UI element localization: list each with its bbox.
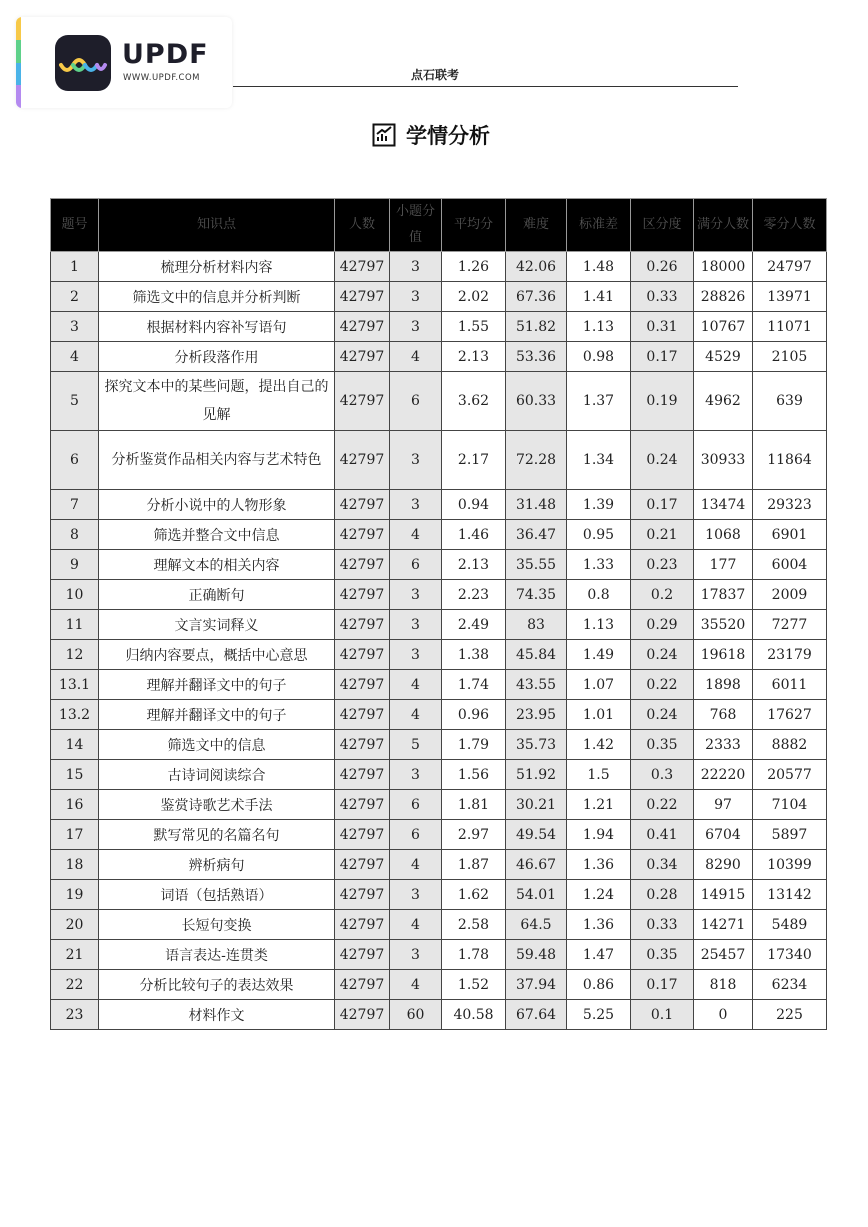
table-cell: 1.52 — [442, 970, 506, 1000]
table-cell: 16 — [51, 790, 99, 820]
header-divider — [233, 86, 738, 87]
table-row — [51, 520, 827, 550]
table-cell: 46.67 — [506, 850, 567, 880]
table-cell: 0.35 — [631, 730, 694, 760]
table-cell: 长短句变换 — [99, 910, 335, 940]
header-cell: 平均分 — [442, 199, 506, 252]
table-cell: 42797 — [335, 850, 390, 880]
table-cell: 筛选并整合文中信息 — [99, 520, 335, 550]
table-cell: 67.64 — [506, 1000, 567, 1030]
table-cell: 72.28 — [506, 431, 567, 490]
table-cell: 0.2 — [631, 580, 694, 610]
header-cell: 标准差 — [567, 199, 631, 252]
updf-logo-icon — [55, 35, 111, 91]
table-row — [51, 790, 827, 820]
table-cell: 29323 — [753, 490, 827, 520]
table-cell: 1.46 — [442, 520, 506, 550]
table-cell: 语言表达-连贯类 — [99, 940, 335, 970]
header-cell: 满分人数 — [694, 199, 753, 252]
table-cell: 3 — [390, 580, 442, 610]
analysis-table — [50, 198, 827, 1030]
table-cell: 42797 — [335, 610, 390, 640]
table-row — [51, 970, 827, 1000]
table-cell: 1.24 — [567, 880, 631, 910]
table-cell: 42797 — [335, 490, 390, 520]
table-cell: 1.41 — [567, 282, 631, 312]
table-cell: 42797 — [335, 670, 390, 700]
table-row — [51, 610, 827, 640]
table-row — [51, 640, 827, 670]
table-cell: 17 — [51, 820, 99, 850]
table-cell: 42797 — [335, 970, 390, 1000]
table-cell: 53.36 — [506, 342, 567, 372]
table-cell: 6 — [390, 790, 442, 820]
table-cell: 1.21 — [567, 790, 631, 820]
table-cell: 鉴赏诗歌艺术手法 — [99, 790, 335, 820]
table-cell: 1.94 — [567, 820, 631, 850]
table-cell: 13.2 — [51, 700, 99, 730]
table-cell: 59.48 — [506, 940, 567, 970]
table-cell: 768 — [694, 700, 753, 730]
table-cell: 8882 — [753, 730, 827, 760]
table-cell: 0.23 — [631, 550, 694, 580]
table-cell: 1.62 — [442, 880, 506, 910]
table-cell: 2333 — [694, 730, 753, 760]
page-header-text: 点石联考 — [410, 68, 459, 82]
table-cell: 0.29 — [631, 610, 694, 640]
table-cell: 1.49 — [567, 640, 631, 670]
table-cell: 4529 — [694, 342, 753, 372]
table-cell: 5 — [51, 372, 99, 431]
table-cell: 0.3 — [631, 760, 694, 790]
header-cell: 知识点 — [99, 199, 335, 252]
table-cell: 4 — [390, 670, 442, 700]
table-row — [51, 580, 827, 610]
table-cell: 5.25 — [567, 1000, 631, 1030]
table-cell: 分析鉴赏作品相关内容与艺术特色 — [99, 431, 335, 490]
table-cell: 4 — [390, 342, 442, 372]
table-cell: 8 — [51, 520, 99, 550]
table-cell: 理解并翻译文中的句子 — [99, 670, 335, 700]
table-cell: 1.79 — [442, 730, 506, 760]
table-cell: 0 — [694, 1000, 753, 1030]
table-cell: 42797 — [335, 1000, 390, 1030]
table-cell: 0.86 — [567, 970, 631, 1000]
table-row — [51, 880, 827, 910]
table-cell: 42797 — [335, 700, 390, 730]
table-row — [51, 850, 827, 880]
table-cell: 13971 — [753, 282, 827, 312]
table-row — [51, 372, 827, 431]
table-cell: 0.24 — [631, 700, 694, 730]
table-cell: 1.38 — [442, 640, 506, 670]
table-cell: 5489 — [753, 910, 827, 940]
table-cell: 1.34 — [567, 431, 631, 490]
table-cell: 正确断句 — [99, 580, 335, 610]
table-cell: 19 — [51, 880, 99, 910]
table-cell: 225 — [753, 1000, 827, 1030]
table-cell: 3 — [390, 252, 442, 282]
table-row — [51, 910, 827, 940]
table-cell: 6 — [390, 372, 442, 431]
table-cell: 1.81 — [442, 790, 506, 820]
table-cell: 11 — [51, 610, 99, 640]
table-cell: 83 — [506, 610, 567, 640]
table-cell: 归纳内容要点，概括中心意思 — [99, 640, 335, 670]
table-row — [51, 700, 827, 730]
table-cell: 42797 — [335, 431, 390, 490]
table-cell: 2.23 — [442, 580, 506, 610]
table-cell: 3 — [51, 312, 99, 342]
table-cell: 9 — [51, 550, 99, 580]
table-cell: 51.82 — [506, 312, 567, 342]
table-cell: 6004 — [753, 550, 827, 580]
table-cell: 1.74 — [442, 670, 506, 700]
table-cell: 37.94 — [506, 970, 567, 1000]
table-cell: 分析小说中的人物形象 — [99, 490, 335, 520]
table-row — [51, 1000, 827, 1030]
table-cell: 18 — [51, 850, 99, 880]
header-cell: 人数 — [335, 199, 390, 252]
table-cell: 1.01 — [567, 700, 631, 730]
table-cell: 24797 — [753, 252, 827, 282]
table-body — [51, 252, 827, 1030]
table-cell: 默写常见的名篇名句 — [99, 820, 335, 850]
table-cell: 17627 — [753, 700, 827, 730]
table-cell: 49.54 — [506, 820, 567, 850]
table-cell: 4962 — [694, 372, 753, 431]
table-cell: 13142 — [753, 880, 827, 910]
table-row — [51, 490, 827, 520]
table-cell: 1.36 — [567, 850, 631, 880]
table-cell: 1 — [51, 252, 99, 282]
table-cell: 11864 — [753, 431, 827, 490]
table-cell: 2.17 — [442, 431, 506, 490]
table-cell: 0.28 — [631, 880, 694, 910]
table-cell: 42797 — [335, 940, 390, 970]
table-cell: 文言实词释义 — [99, 610, 335, 640]
table-cell: 10767 — [694, 312, 753, 342]
table-cell: 42.06 — [506, 252, 567, 282]
table-cell: 45.84 — [506, 640, 567, 670]
table-cell: 0.17 — [631, 342, 694, 372]
table-cell: 42797 — [335, 372, 390, 431]
table-cell: 40.58 — [442, 1000, 506, 1030]
header-cell: 区分度 — [631, 199, 694, 252]
table-cell: 6234 — [753, 970, 827, 1000]
table-cell: 1.42 — [567, 730, 631, 760]
table-cell: 20 — [51, 910, 99, 940]
table-cell: 42797 — [335, 760, 390, 790]
table-cell: 2.13 — [442, 342, 506, 372]
table-cell: 42797 — [335, 730, 390, 760]
table-cell: 2.13 — [442, 550, 506, 580]
table-cell: 理解文本的相关内容 — [99, 550, 335, 580]
table-cell: 20577 — [753, 760, 827, 790]
table-cell: 理解并翻译文中的句子 — [99, 700, 335, 730]
table-cell: 30933 — [694, 431, 753, 490]
table-cell: 6704 — [694, 820, 753, 850]
table-cell: 6 — [390, 550, 442, 580]
table-row — [51, 820, 827, 850]
table-cell: 17340 — [753, 940, 827, 970]
table-cell: 3 — [390, 431, 442, 490]
header-cell: 小题分值 — [390, 199, 442, 252]
table-row — [51, 670, 827, 700]
table-row — [51, 550, 827, 580]
table-cell: 23 — [51, 1000, 99, 1030]
chart-icon — [372, 123, 396, 147]
table-cell: 18000 — [694, 252, 753, 282]
header-cell: 零分人数 — [753, 199, 827, 252]
table-cell: 1.13 — [567, 610, 631, 640]
table-cell: 0.94 — [442, 490, 506, 520]
table-cell: 梳理分析材料内容 — [99, 252, 335, 282]
table-row — [51, 252, 827, 282]
table-cell: 23.95 — [506, 700, 567, 730]
table-cell: 1.78 — [442, 940, 506, 970]
table-cell: 35520 — [694, 610, 753, 640]
table-cell: 8290 — [694, 850, 753, 880]
table-cell: 35.73 — [506, 730, 567, 760]
table-cell: 0.21 — [631, 520, 694, 550]
table-cell: 5 — [390, 730, 442, 760]
logo-color-stripe — [16, 17, 21, 108]
table-cell: 97 — [694, 790, 753, 820]
table-cell: 42797 — [335, 282, 390, 312]
table-cell: 1.36 — [567, 910, 631, 940]
table-cell: 7 — [51, 490, 99, 520]
table-cell: 0.19 — [631, 372, 694, 431]
table-cell: 0.41 — [631, 820, 694, 850]
table-cell: 43.55 — [506, 670, 567, 700]
table-cell: 14915 — [694, 880, 753, 910]
table-cell: 3 — [390, 490, 442, 520]
section-title — [372, 120, 490, 150]
table-cell: 0.96 — [442, 700, 506, 730]
table-cell: 12 — [51, 640, 99, 670]
table-cell: 1068 — [694, 520, 753, 550]
table-cell: 词语（包括熟语） — [99, 880, 335, 910]
table-cell: 探究文本中的某些问题，提出自己的见解 — [99, 372, 335, 431]
table-cell: 0.33 — [631, 282, 694, 312]
table-cell: 2.97 — [442, 820, 506, 850]
table-cell: 19618 — [694, 640, 753, 670]
table-cell: 42797 — [335, 550, 390, 580]
table-cell: 64.5 — [506, 910, 567, 940]
table-cell: 0.8 — [567, 580, 631, 610]
table-cell: 1.39 — [567, 490, 631, 520]
table-cell: 36.47 — [506, 520, 567, 550]
table-row — [51, 342, 827, 372]
table-cell: 818 — [694, 970, 753, 1000]
table-cell: 3 — [390, 312, 442, 342]
table-cell: 4 — [390, 700, 442, 730]
table-cell: 3 — [390, 880, 442, 910]
table-cell: 17837 — [694, 580, 753, 610]
table-cell: 6 — [390, 820, 442, 850]
table-cell: 42797 — [335, 880, 390, 910]
table-cell: 2.02 — [442, 282, 506, 312]
table-cell: 31.48 — [506, 490, 567, 520]
table-cell: 42797 — [335, 580, 390, 610]
table-cell: 0.26 — [631, 252, 694, 282]
table-cell: 1.13 — [567, 312, 631, 342]
table-row — [51, 730, 827, 760]
table-cell: 4 — [51, 342, 99, 372]
table-cell: 42797 — [335, 790, 390, 820]
table-cell: 0.1 — [631, 1000, 694, 1030]
table-row — [51, 940, 827, 970]
table-cell: 42797 — [335, 910, 390, 940]
table-cell: 1.48 — [567, 252, 631, 282]
table-cell: 60.33 — [506, 372, 567, 431]
table-cell: 0.34 — [631, 850, 694, 880]
table-cell: 4 — [390, 910, 442, 940]
table-cell: 分析比较句子的表达效果 — [99, 970, 335, 1000]
table-cell: 3 — [390, 282, 442, 312]
table-cell: 6011 — [753, 670, 827, 700]
table-cell: 0.95 — [567, 520, 631, 550]
table-cell: 4 — [390, 850, 442, 880]
table-cell: 42797 — [335, 640, 390, 670]
table-cell: 60 — [390, 1000, 442, 1030]
table-cell: 3.62 — [442, 372, 506, 431]
table-cell: 35.55 — [506, 550, 567, 580]
updf-logo-card — [16, 17, 232, 108]
table-cell: 0.33 — [631, 910, 694, 940]
table-cell: 13474 — [694, 490, 753, 520]
table-cell: 3 — [390, 640, 442, 670]
table-cell: 13.1 — [51, 670, 99, 700]
table-cell: 7277 — [753, 610, 827, 640]
table-cell: 1.55 — [442, 312, 506, 342]
table-row — [51, 431, 827, 490]
table-cell: 6901 — [753, 520, 827, 550]
table-cell: 0.24 — [631, 640, 694, 670]
table-cell: 4 — [390, 970, 442, 1000]
table-cell: 0.17 — [631, 490, 694, 520]
table-row — [51, 312, 827, 342]
table-cell: 0.24 — [631, 431, 694, 490]
table-cell: 42797 — [335, 820, 390, 850]
table-cell: 1.87 — [442, 850, 506, 880]
table-cell: 177 — [694, 550, 753, 580]
table-cell: 1.07 — [567, 670, 631, 700]
table-cell: 辨析病句 — [99, 850, 335, 880]
table-cell: 7104 — [753, 790, 827, 820]
table-cell: 11071 — [753, 312, 827, 342]
table-cell: 30.21 — [506, 790, 567, 820]
header-cell: 难度 — [506, 199, 567, 252]
table-cell: 28826 — [694, 282, 753, 312]
table-cell: 0.17 — [631, 970, 694, 1000]
table-cell: 分析段落作用 — [99, 342, 335, 372]
table-cell: 25457 — [694, 940, 753, 970]
table-cell: 材料作文 — [99, 1000, 335, 1030]
table-cell: 2.49 — [442, 610, 506, 640]
table-cell: 2.58 — [442, 910, 506, 940]
table-cell: 14 — [51, 730, 99, 760]
table-row — [51, 282, 827, 312]
page-title: 学情分析 — [406, 124, 490, 148]
table-cell: 639 — [753, 372, 827, 431]
table-cell: 2009 — [753, 580, 827, 610]
table-cell: 2105 — [753, 342, 827, 372]
table-row — [51, 760, 827, 790]
table-cell: 23179 — [753, 640, 827, 670]
table-header-row — [51, 199, 827, 252]
table-cell: 6 — [51, 431, 99, 490]
table-cell: 1.26 — [442, 252, 506, 282]
logo-url: WWW.UPDF.COM — [123, 73, 201, 83]
table-cell: 5897 — [753, 820, 827, 850]
table-cell: 21 — [51, 940, 99, 970]
table-cell: 筛选文中的信息并分析判断 — [99, 282, 335, 312]
table-cell: 3 — [390, 610, 442, 640]
table-cell: 74.35 — [506, 580, 567, 610]
table-cell: 15 — [51, 760, 99, 790]
logo-name: UPDF — [122, 39, 209, 70]
table-cell: 0.22 — [631, 790, 694, 820]
table-cell: 2 — [51, 282, 99, 312]
table-cell: 42797 — [335, 520, 390, 550]
table-cell: 14271 — [694, 910, 753, 940]
table-cell: 1898 — [694, 670, 753, 700]
table-cell: 22 — [51, 970, 99, 1000]
table-cell: 0.31 — [631, 312, 694, 342]
table-cell: 1.33 — [567, 550, 631, 580]
table-cell: 1.37 — [567, 372, 631, 431]
table-cell: 筛选文中的信息 — [99, 730, 335, 760]
table-cell: 1.56 — [442, 760, 506, 790]
table-cell: 1.47 — [567, 940, 631, 970]
table-cell: 1.5 — [567, 760, 631, 790]
table-cell: 0.98 — [567, 342, 631, 372]
table-cell: 67.36 — [506, 282, 567, 312]
table-cell: 10399 — [753, 850, 827, 880]
table-cell: 0.35 — [631, 940, 694, 970]
table-cell: 42797 — [335, 252, 390, 282]
table-cell: 根据材料内容补写语句 — [99, 312, 335, 342]
header-cell: 题号 — [51, 199, 99, 252]
table-cell: 古诗词阅读综合 — [99, 760, 335, 790]
table-cell: 4 — [390, 520, 442, 550]
table-cell: 10 — [51, 580, 99, 610]
table-cell: 51.92 — [506, 760, 567, 790]
table-cell: 42797 — [335, 342, 390, 372]
table-cell: 0.22 — [631, 670, 694, 700]
table-cell: 3 — [390, 940, 442, 970]
table-cell: 3 — [390, 760, 442, 790]
table-cell: 22220 — [694, 760, 753, 790]
table-cell: 42797 — [335, 312, 390, 342]
table-cell: 54.01 — [506, 880, 567, 910]
